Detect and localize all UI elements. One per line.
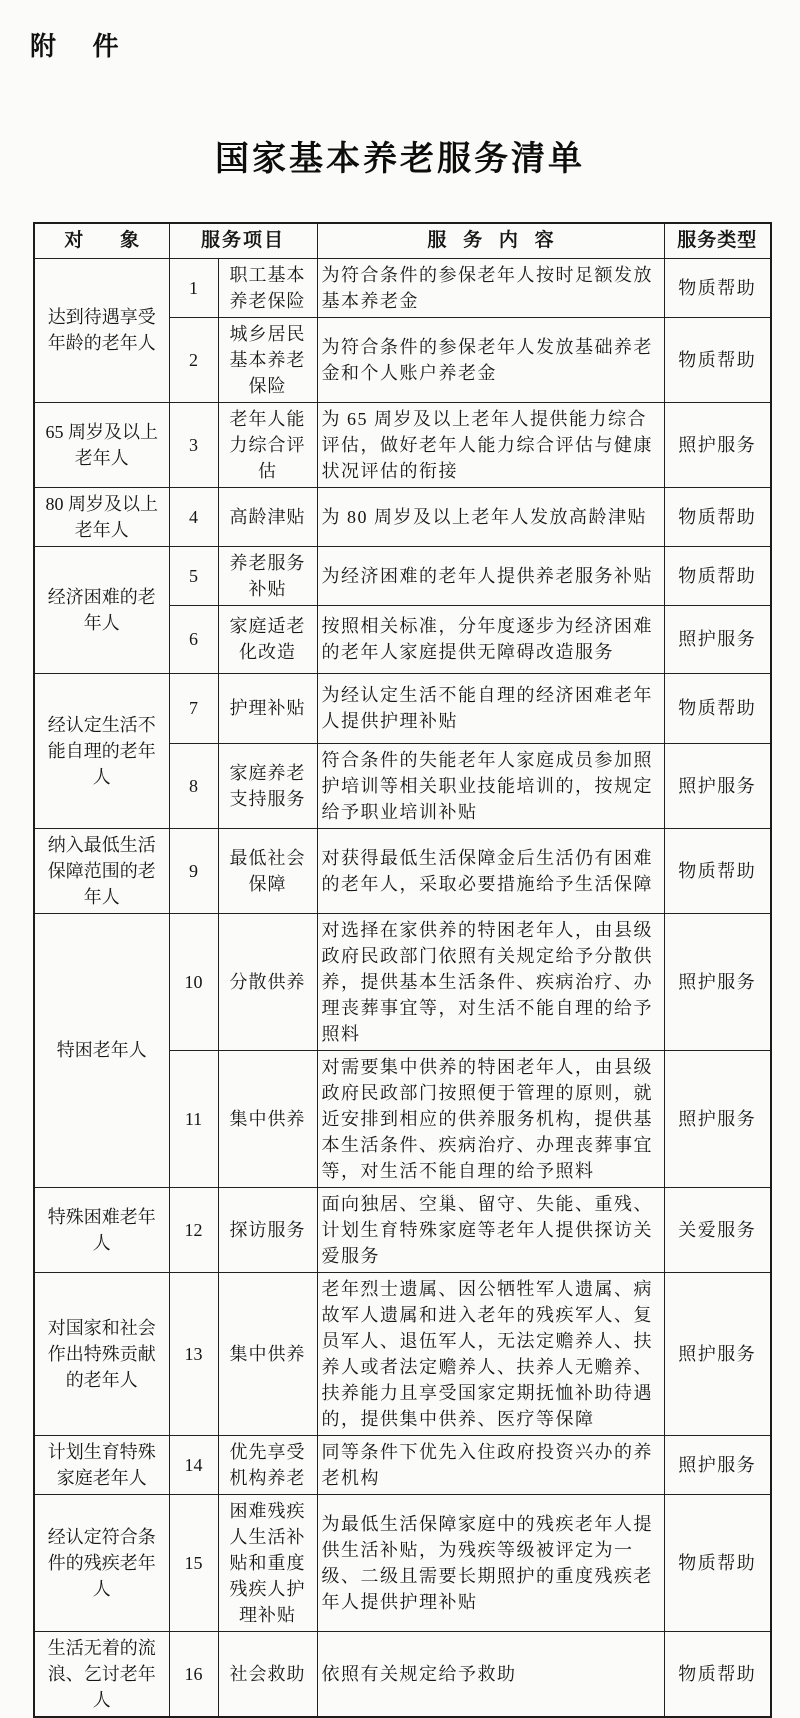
service-content-cell: 对选择在家供养的特困老年人，由县级政府民政部门依照有关规定给予分散供养，提供基本生活条件、疾病治疗、办理丧葬事宜等，对生活不能自理的给予照料 bbox=[317, 913, 664, 1050]
service-no-cell: 5 bbox=[169, 546, 218, 605]
service-no-cell: 11 bbox=[169, 1050, 218, 1187]
service-content-cell: 为符合条件的参保老年人按时足额发放基本养老金 bbox=[317, 258, 664, 317]
service-no-cell: 8 bbox=[169, 743, 218, 828]
service-content-cell: 为符合条件的参保老年人发放基础养老金和个人账户养老金 bbox=[317, 317, 664, 402]
service-type-cell: 物质帮助 bbox=[664, 828, 771, 913]
service-no-cell: 14 bbox=[169, 1435, 218, 1494]
table-row bbox=[34, 1631, 771, 1717]
service-type-cell: 照护服务 bbox=[664, 1435, 771, 1494]
target-cell: 生活无着的流浪、乞讨老年人 bbox=[34, 1631, 169, 1717]
service-type-cell: 照护服务 bbox=[664, 402, 771, 487]
service-item-cell: 城乡居民基本养老保险 bbox=[218, 317, 317, 402]
service-type-cell: 物质帮助 bbox=[664, 487, 771, 546]
service-content-cell: 按照相关标准，分年度逐步为经济困难的老年人家庭提供无障碍改造服务 bbox=[317, 605, 664, 673]
service-no-cell: 6 bbox=[169, 605, 218, 673]
service-content-cell: 面向独居、空巢、留守、失能、重残、计划生育特殊家庭等老年人提供探访关爱服务 bbox=[317, 1187, 664, 1272]
target-cell: 纳入最低生活保障范围的老年人 bbox=[34, 828, 169, 913]
service-content-cell: 对需要集中供养的特困老年人，由县级政府民政部门按照便于管理的原则，就近安排到相应的供养服务机构，提供基本生活条件、疾病治疗、办理丧葬事宜等，对生活不能自理的给予照料 bbox=[317, 1050, 664, 1187]
target-cell: 经济困难的老年人 bbox=[34, 546, 169, 673]
target-cell: 经认定符合条件的残疾老年人 bbox=[34, 1494, 169, 1631]
table-row bbox=[34, 546, 771, 605]
target-cell: 对国家和社会作出特殊贡献的老年人 bbox=[34, 1272, 169, 1435]
service-content-cell: 对获得最低生活保障金后生活仍有困难的老年人，采取必要措施给予生活保障 bbox=[317, 828, 664, 913]
service-no-cell: 1 bbox=[169, 258, 218, 317]
service-no-cell: 12 bbox=[169, 1187, 218, 1272]
table-row bbox=[34, 673, 771, 743]
page-title: 国家基本养老服务清单 bbox=[215, 141, 585, 178]
table-row bbox=[34, 913, 771, 1050]
table-header-row bbox=[34, 223, 771, 258]
service-type-cell: 照护服务 bbox=[664, 743, 771, 828]
service-item-cell: 最低社会保障 bbox=[218, 828, 317, 913]
service-item-cell: 老年人能力综合评估 bbox=[218, 402, 317, 487]
service-type-cell: 物质帮助 bbox=[664, 258, 771, 317]
service-item-cell: 分散供养 bbox=[218, 913, 317, 1050]
service-no-cell: 7 bbox=[169, 673, 218, 743]
service-no-cell: 4 bbox=[169, 487, 218, 546]
service-type-cell: 照护服务 bbox=[664, 605, 771, 673]
service-type-cell: 物质帮助 bbox=[664, 1631, 771, 1717]
header-service-item: 服务项目 bbox=[169, 223, 317, 258]
service-content-cell: 为最低生活保障家庭中的残疾老年人提供生活补贴，为残疾等级被评定为一级、二级且需要长期照护的重度残疾老年人提供护理补贴 bbox=[317, 1494, 664, 1631]
header-service-type: 服务类型 bbox=[664, 223, 771, 258]
service-item-cell: 养老服务补贴 bbox=[218, 546, 317, 605]
target-cell: 80 周岁及以上老年人 bbox=[34, 487, 169, 546]
target-cell: 计划生育特殊家庭老年人 bbox=[34, 1435, 169, 1494]
service-no-cell: 13 bbox=[169, 1272, 218, 1435]
service-type-cell: 关爱服务 bbox=[664, 1187, 771, 1272]
service-content-cell: 为 65 周岁及以上老年人提供能力综合评估，做好老年人能力综合评估与健康状况评估的衔接 bbox=[317, 402, 664, 487]
service-item-cell: 集中供养 bbox=[218, 1272, 317, 1435]
service-no-cell: 10 bbox=[169, 913, 218, 1050]
service-content-cell: 符合条件的失能老年人家庭成员参加照护培训等相关职业技能培训的，按规定给予职业培训补贴 bbox=[317, 743, 664, 828]
target-cell: 特困老年人 bbox=[34, 913, 169, 1187]
service-item-cell: 护理补贴 bbox=[218, 673, 317, 743]
service-type-cell: 照护服务 bbox=[664, 913, 771, 1050]
target-cell: 65 周岁及以上老年人 bbox=[34, 402, 169, 487]
table-row bbox=[34, 487, 771, 546]
service-no-cell: 2 bbox=[169, 317, 218, 402]
table-row bbox=[34, 402, 771, 487]
header-service-content: 服 务 内 容 bbox=[317, 223, 664, 258]
service-content-cell: 为经济困难的老年人提供养老服务补贴 bbox=[317, 546, 664, 605]
table-row bbox=[34, 1494, 771, 1631]
service-no-cell: 16 bbox=[169, 1631, 218, 1717]
service-item-cell: 高龄津贴 bbox=[218, 487, 317, 546]
service-item-cell: 集中供养 bbox=[218, 1050, 317, 1187]
service-no-cell: 15 bbox=[169, 1494, 218, 1631]
service-table bbox=[33, 222, 772, 1718]
service-item-cell: 职工基本养老保险 bbox=[218, 258, 317, 317]
service-content-cell: 为经认定生活不能自理的经济困难老年人提供护理补贴 bbox=[317, 673, 664, 743]
service-type-cell: 物质帮助 bbox=[664, 317, 771, 402]
service-no-cell: 3 bbox=[169, 402, 218, 487]
service-content-cell: 依照有关规定给予救助 bbox=[317, 1631, 664, 1717]
attachment-label: 附 件 bbox=[30, 32, 121, 61]
service-item-cell: 困难残疾人生活补贴和重度残疾人护理补贴 bbox=[218, 1494, 317, 1631]
service-content-cell: 同等条件下优先入住政府投资兴办的养老机构 bbox=[317, 1435, 664, 1494]
service-item-cell: 探访服务 bbox=[218, 1187, 317, 1272]
service-content-cell: 老年烈士遗属、因公牺牲军人遗属、病故军人遗属和进入老年的残疾军人、复员军人、退伍军人，无法定赡养人、扶养人或者法定赡养人、扶养人无赡养、扶养能力且享受国家定期抚恤补助待遇的，提供集中供养、医疗等保障 bbox=[317, 1272, 664, 1435]
service-item-cell: 优先享受机构养老 bbox=[218, 1435, 317, 1494]
table-row bbox=[34, 1435, 771, 1494]
table-row bbox=[34, 1272, 771, 1435]
service-item-cell: 家庭适老化改造 bbox=[218, 605, 317, 673]
service-type-cell: 物质帮助 bbox=[664, 546, 771, 605]
service-item-cell: 社会救助 bbox=[218, 1631, 317, 1717]
service-type-cell: 照护服务 bbox=[664, 1272, 771, 1435]
service-type-cell: 物质帮助 bbox=[664, 1494, 771, 1631]
target-cell: 经认定生活不能自理的老年人 bbox=[34, 673, 169, 828]
table-row bbox=[34, 1187, 771, 1272]
service-type-cell: 物质帮助 bbox=[664, 673, 771, 743]
service-no-cell: 9 bbox=[169, 828, 218, 913]
target-cell: 达到待遇享受年龄的老年人 bbox=[34, 258, 169, 402]
service-type-cell: 照护服务 bbox=[664, 1050, 771, 1187]
table-row bbox=[34, 828, 771, 913]
target-cell: 特殊困难老年人 bbox=[34, 1187, 169, 1272]
service-content-cell: 为 80 周岁及以上老年人发放高龄津贴 bbox=[317, 487, 664, 546]
table-row bbox=[34, 258, 771, 317]
header-target: 对 象 bbox=[34, 223, 169, 258]
service-item-cell: 家庭养老支持服务 bbox=[218, 743, 317, 828]
